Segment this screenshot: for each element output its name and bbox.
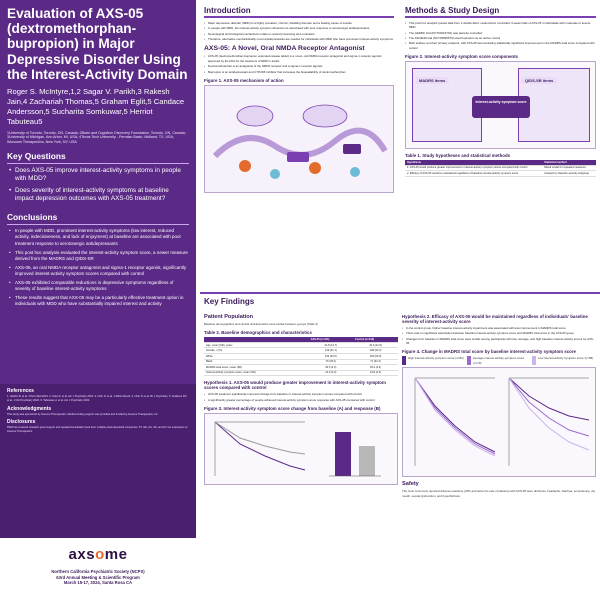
table-cell: 138 (63.0) [353,348,398,354]
figure-4-svg [403,368,595,476]
figure-2-caption: Figure 2. Interest-activity symptom score components [405,54,518,60]
table-cell: 2. Efficacy of AXS-05 would be maintained regardless of baseline interest-activity symptom score [405,171,542,177]
table-row [204,370,398,376]
references-text: 1. Vavilov B, et al. J Pers Med 2021. 2. Uher R, et al. Am J Psychiatry 2012. 3. Uher R, et al. J Affect Disord. 4. Uher R, et al. Br J Psychiatry. 5. Iosifescu DV, et al. J Clin Psychiatry 2022. 6. Tabuteau H, et al. Am J Psychiatry 2022. [7,395,187,402]
list-item: • The ASCEND trial (NCT03595579) used bupropion as an active control [405,36,596,40]
list-item: • AXS-05 exhibited comparable reductions in depressive symptoms regardless of severity of baseline interest-activity symptoms [9,280,189,292]
methods-heading: Methods & Study Design [405,6,596,18]
figure-1-caption: Figure 1. AXS-05 mechanism of action [204,77,284,83]
table-2-caption: Table 2. Baseline demographics and characteristics [204,330,312,336]
list-item: • Therefore, alternative mechanistically novel antidepressants are needed for individuals with MDD who have prominent interest-activity symptoms [204,37,394,41]
list-item: • Dextromethorphan is an antagonist of the NMDA receptor and a sigma-1 receptor agonist [204,64,394,68]
conclusions-heading: Conclusions [7,212,58,223]
figure-4-caption: Figure 4. Change in MADRS total score by baseline interest-activity symptom score [402,349,576,355]
list-item: • A significantly greater percentage of people achieved interest-activity symptom score response with AXS-05 compared with control [204,398,398,402]
key-questions-heading: Key Questions [7,151,66,162]
references-block [0,384,196,538]
conclusions-list [0,228,196,307]
figure-4-plots [402,367,596,477]
figure-3-plots [204,413,398,485]
table-cell: 134 (63.5) [309,354,353,360]
figure-4-legend [402,356,596,365]
patient-population-heading: Patient Population [204,314,254,320]
acknowledgments-heading: Acknowledgments [7,405,52,412]
list-item: • These results suggest that AXS-05 may be a particularly effective treatment option in individuals with MDD who have substantially impaired interest and activity [9,295,189,307]
acknowledgments-text: This study was sponsored by Axsome Therapeutics. Medical writing support was provided and funded by Axsome Therapeutics, Inc. [7,412,159,416]
introduction-heading: Introduction [204,6,394,18]
table-cell: 139 (63.5) [353,354,398,360]
series-high [415,378,495,452]
madrs-label: MADRS items [415,77,449,84]
list-item: • Bupropion is an antidepressant and CYP2D6 inhibitor that increases the bioavailability of dextromethorphan [204,70,394,74]
table-row [405,171,596,177]
list-item: • This post hoc analysis pooled data from 2 double-blind, randomized, controlled, 6-week trials of AXS-05 in individuals with moderate to severe MDD [405,21,596,30]
references-heading: References [7,388,34,394]
table-cell: 1. AXS-05 would produce greater improvement in interest-activity symptom scores compared with control [405,165,542,171]
table-cell: 13.9 (2.3) [309,370,353,376]
list-item: • Does AXS-05 improve interest-activity symptoms in people with MDD? [9,167,189,184]
axs05-list [204,54,394,73]
conference-date: March 15-17, 2024, Santa Rosa CA [63,580,133,586]
patient-population-text: Baseline demographics and clinical characteristics were similar between groups (Table 2) [204,322,319,326]
legend-low: Low interest-activity symptom score (n=58) [532,356,594,365]
table-cell: 70 (33.2) [309,359,353,365]
list-item: • In the control group, higher baseline interest-activity impairment was associated with less improvement in MADRS total score [402,326,596,330]
baseline-table [204,337,398,376]
list-item: • Neurological and biological mechanisms relate to reward processing and motivation [204,32,394,36]
baseline-table-body [204,342,398,375]
table-1-caption: Table 1. Study hypotheses and statistical methods [405,153,511,159]
table-cell: 42.0 (12.9) [353,342,398,348]
qids-label: QIDS-SR items [521,77,557,84]
list-item: • The GEMINI trial (NCT04019704) was placebo controlled [405,31,596,35]
table-cell: 33.3 (4.4) [353,365,398,371]
key-findings-section [200,292,600,600]
table-cell: 71 (32.4) [353,359,398,365]
table-cell: Age, mean (SD), years [204,342,309,348]
axs05-heading: AXS-05: A Novel, Oral NMDA Receptor Antagonist [204,45,365,53]
hypothesis-1-list [204,392,398,402]
list-item: • There was no significant association between baseline interest-activity symptom score and MADRS total score in the AXS-05 group [402,331,596,335]
disclosures-heading: Disclosures [7,419,36,426]
introduction-list [204,21,394,41]
series-high-control [509,378,589,420]
list-item: • This post hoc analysis evaluated the interest-activity symptom score, a newer measure derived from the MADRS and QIDS-SR [9,250,189,262]
figure-3-caption: Figure 3. Interest-activity symptom score change from baseline (A) and response (B) [204,405,381,411]
table-header: Control (n=219) [353,337,398,342]
table-cell: White [204,354,309,360]
hypothesis-2-heading: Hypothesis 2. Efficacy of AXS-05 would be maintained regardless of individuals' baseline severity of interest-activity score [402,314,588,324]
footer [0,538,196,600]
table-cell: Female, n (%) [204,348,309,354]
table-cell: 13.8 (2.4) [353,370,398,376]
list-item: • Does severity of interest-activity symptoms at baseline impact depression outcomes with AXS-05 treatment? [9,187,189,204]
list-item: • Both studies met their primary endpoint, with AXS-05 demonstrating statistically significant improvement in the MADRS total score compared with control [405,41,596,50]
disclosures-text: RSM has received research grant support and speaker/consultation fees from multiple pharmaceutical companies. ZT, GE, CA, SS, and HT are employees of Axsome Therapeutics. [7,426,188,433]
list-item: • In people with MDD, prominent interest-activity symptoms (low interest, reduced activity, indecisiveness, and lack of enjoyment) at baseline are associated with poor treatment response to serotonergic antidepressants [9,228,189,246]
figure-1-diagram [204,85,394,193]
table-cell: Analysis by baseline severity subgroup [542,171,596,177]
poster-title: Evaluation of AXS-05 (dextromethorphan-bupropion) in Major Depressive Disorder Using the Interest-Activity Domain [7,6,188,82]
score-box [472,96,530,118]
axsome-logo: axsome [68,546,128,563]
figure-3-svg [205,414,397,484]
hypothesis-1-heading: Hypothesis 1. AXS-05 would produce greater improvement in interest-activity symptom scores compared with control [204,380,386,391]
divider [7,224,189,225]
list-item: • In people with MDD, the interest-activity symptom dimension is associated with poor response to serotonergic antidepressants [204,26,394,30]
series-control-line [215,422,305,454]
table-cell: 41.8 (12.7) [309,342,353,348]
series-average [415,378,495,454]
hypotheses-table [405,160,596,177]
series-axs05-line [215,422,305,470]
methods-list [405,21,596,50]
legend-high: High interest-activity symptom score (n=82) [402,356,464,365]
author-list: Roger S. McIntyre,1,2 Sagar V. Parikh,3 Rakesh Jain,4 Zachariah Thomas,5 Graham Eglit,5 Candace Andersson,5 Sucharita Somkuwar,5 Herriot Tabuteau5 [7,87,185,126]
findings-left [204,310,398,485]
table-cell: MADRS total score, mean (SD) [204,365,309,371]
conference-info [0,569,196,586]
key-findings-heading: Key Findings [204,297,255,306]
mechanism-illustration [205,86,393,192]
figure-2-diagram [405,61,596,149]
list-item: • AXS-05 treatment significantly improved change from baseline in interest-activity symptom scores compared with control [204,392,398,396]
list-item: • Changes from baseline in MADRS total score were similar among participants with low, average, and high baseline interest-activity scores for AXS-05 [402,337,596,346]
list-item: • AXS-05, an oral NMDA receptor antagonist and sigma-1 receptor agonist, significantly improved interest-activity symptom scores compared with control [9,265,189,277]
hypothesis-2-list [402,326,596,345]
conference-name: Northern California Psychiatric Society (NCPS) [51,569,145,574]
table-cell: Interest-activity symptom score, mean (SD) [204,370,309,376]
safety-heading: Safety [402,481,419,488]
list-item: • AXS-05 (dextromethorphan-bupropion extended-release tablet) is a novel, oral NMDA receptor antagonist and sigma-1 receptor agonist approved by the FDA for the treatment of MDD in adults [204,54,394,63]
key-questions-list [0,167,196,203]
safety-text: The most commonly reported adverse reactions (≥5% and twice the rate of placebo) with AXS-05 were dizziness, headache, diarrhea, somnolence, dry mouth, sexual dysfunction, and hyperhidrosis [402,489,596,498]
findings-right [402,310,596,498]
bar-axs05 [335,432,351,476]
table-cell: Mixed model for repeated measures [542,165,596,171]
table-header: Hypothesis [405,160,542,165]
affiliations: 1University of Toronto, Toronto, ON, Canada; 2Brain and Cognition Discovery Foundation, Toronto, ON, Canada; 3University of Michigan, Ann Arbor, MI, USA; 4Texas Tech University - Permian Basin, Midland, TX, USA; 5Axsome Therapeutics, New York, NY, USA [7,130,186,145]
table-cell: 129 (61.1) [309,348,353,354]
conference-program: 63rd Annual Meeting & Scientific Program [56,574,140,580]
table-cell: Black [204,359,309,365]
bar-control [359,446,375,476]
table-header: AXS-05 (n=211) [309,337,353,342]
table-cell: 33.5 (4.3) [309,365,353,371]
legend-average: Average interest-activity symptom score (n=70) [467,356,529,365]
series-low [415,378,495,456]
score-label: Interest-activity symptom score [475,100,527,105]
divider [7,163,189,164]
list-item: • Major depressive disorder (MDD) is a highly prevalent, chronic, disabling disorder and a leading cause of suicide [204,21,394,25]
table-header: Statistical method [542,160,596,165]
